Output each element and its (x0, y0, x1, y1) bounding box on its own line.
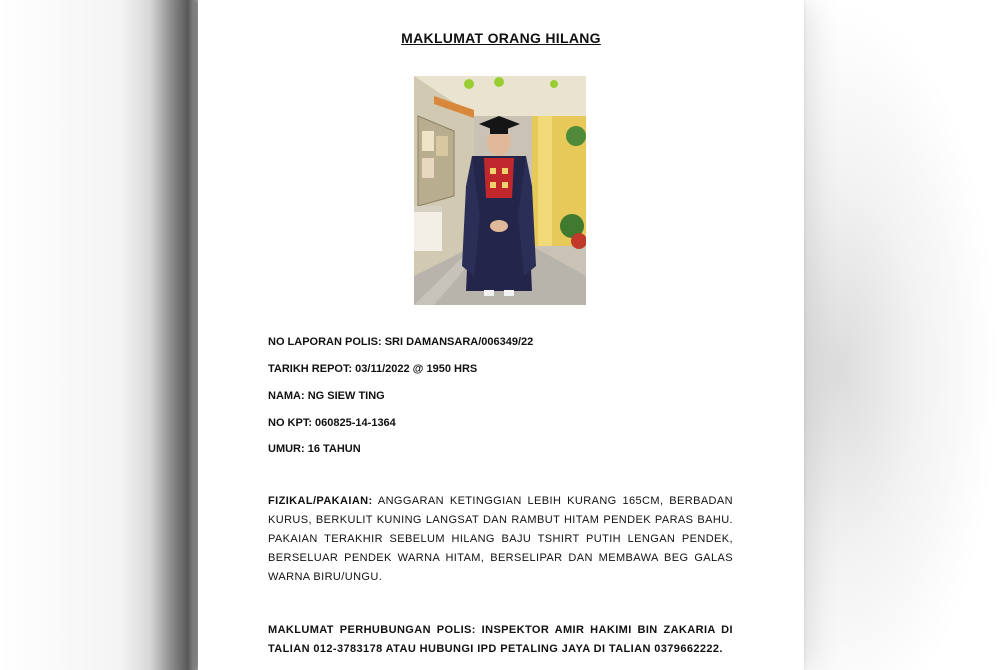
report-date: TARIKH REPOT: 03/11/2022 @ 1950 HRS (268, 363, 478, 375)
background-right-shadow (800, 0, 1000, 670)
identity-card-number: NO KPT: 060825-14-1364 (268, 417, 396, 429)
physical-description (268, 492, 733, 587)
person-age: UMUR: 16 TAHUN (268, 443, 361, 455)
missing-person-photo (414, 76, 586, 305)
background-left-shadow (0, 0, 200, 670)
document-page (198, 0, 804, 670)
person-name: NAMA: NG SIEW TING (268, 390, 385, 402)
police-report-number: NO LAPORAN POLIS: SRI DAMANSARA/006349/22 (268, 336, 534, 348)
document-title: MAKLUMAT ORANG HILANG (401, 30, 601, 46)
physical-description-label: FIZIKAL/PAKAIAN: (268, 495, 373, 507)
police-contact-info: MAKLUMAT PERHUBUNGAN POLIS: INSPEKTOR AMIR HAKIMI BIN ZAKARIA DI TALIAN 012-3783178 ATAU HUBUNGI IPD PETALING JAYA DI TALIAN 0379662222. (268, 624, 733, 655)
physical-description-text: ANGGARAN KETINGGIAN LEBIH KURANG 165CM, BERBADAN KURUS, BERKULIT KUNING LANGSAT DAN RAMBUT HITAM PENDEK PARAS BAHU. PAKAIAN TERAKHIR SEBELUM HILANG BAJU TSHIRT PUTIH LENGAN PENDEK, BERSELUAR PENDEK WARNA HITAM, BERSELIPAR DAN MEMBAWA BEG GALAS WARNA BIRU/UNGU. (268, 495, 733, 583)
photo-illustration (414, 76, 586, 305)
